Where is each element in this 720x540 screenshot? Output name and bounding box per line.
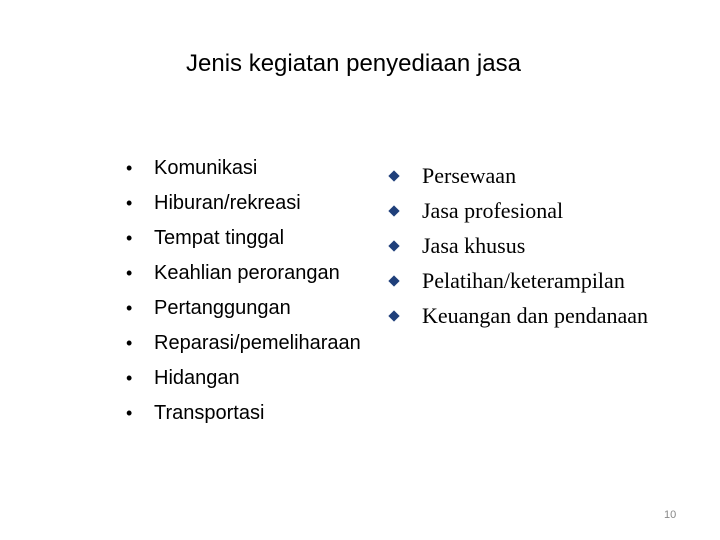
- bullet-icon: •: [126, 263, 133, 283]
- list-item-label: Jasa khusus: [422, 232, 526, 258]
- list-item-label: Hidangan: [154, 367, 240, 389]
- list-item: [126, 396, 361, 431]
- bullet-icon: •: [126, 368, 133, 388]
- list-item: [126, 186, 361, 221]
- list-item-label: Pelatihan/keterampilan: [422, 267, 625, 293]
- list-item: [388, 298, 648, 333]
- list-item-label: Tempat tinggal: [154, 227, 285, 249]
- list-item-label: Persewaan: [422, 162, 517, 188]
- list-item-label: Jasa profesional: [422, 197, 564, 223]
- list-item: [388, 158, 648, 193]
- page-number: 10: [664, 509, 677, 521]
- diamond-bullet-icon: [388, 170, 399, 181]
- list-item: [388, 193, 648, 228]
- list-item: [126, 256, 361, 291]
- list-item-label: Komunikasi: [154, 157, 258, 179]
- list-item: [126, 221, 361, 256]
- list-item-label: Pertanggungan: [154, 297, 291, 319]
- list-item-label: Hiburan/rekreasi: [154, 192, 301, 214]
- list-item: [126, 326, 361, 361]
- list-item-label: Reparasi/pemeliharaan: [154, 332, 361, 354]
- bullet-icon: •: [126, 158, 133, 178]
- list-item: [126, 361, 361, 396]
- list-item-label: Transportasi: [154, 402, 265, 424]
- bullet-icon: •: [126, 403, 133, 423]
- list-item-label: Keahlian perorangan: [154, 262, 340, 284]
- list-item: [126, 151, 361, 186]
- bullet-icon: •: [126, 298, 133, 318]
- bullet-icon: •: [126, 228, 133, 248]
- bullet-icon: •: [126, 333, 133, 353]
- list-item: [126, 291, 361, 326]
- bullet-icon: •: [126, 193, 133, 213]
- diamond-bullet-icon: [388, 240, 399, 251]
- activity-list-right: [388, 158, 648, 333]
- list-item-label: Keuangan dan pendanaan: [422, 302, 649, 328]
- diamond-bullet-icon: [388, 275, 399, 286]
- diamond-bullet-icon: [388, 205, 399, 216]
- list-item: [388, 263, 648, 298]
- activity-list-left: [126, 151, 361, 431]
- list-item: [388, 228, 648, 263]
- slide-title: Jenis kegiatan penyediaan jasa: [186, 50, 521, 77]
- diamond-bullet-icon: [388, 310, 399, 321]
